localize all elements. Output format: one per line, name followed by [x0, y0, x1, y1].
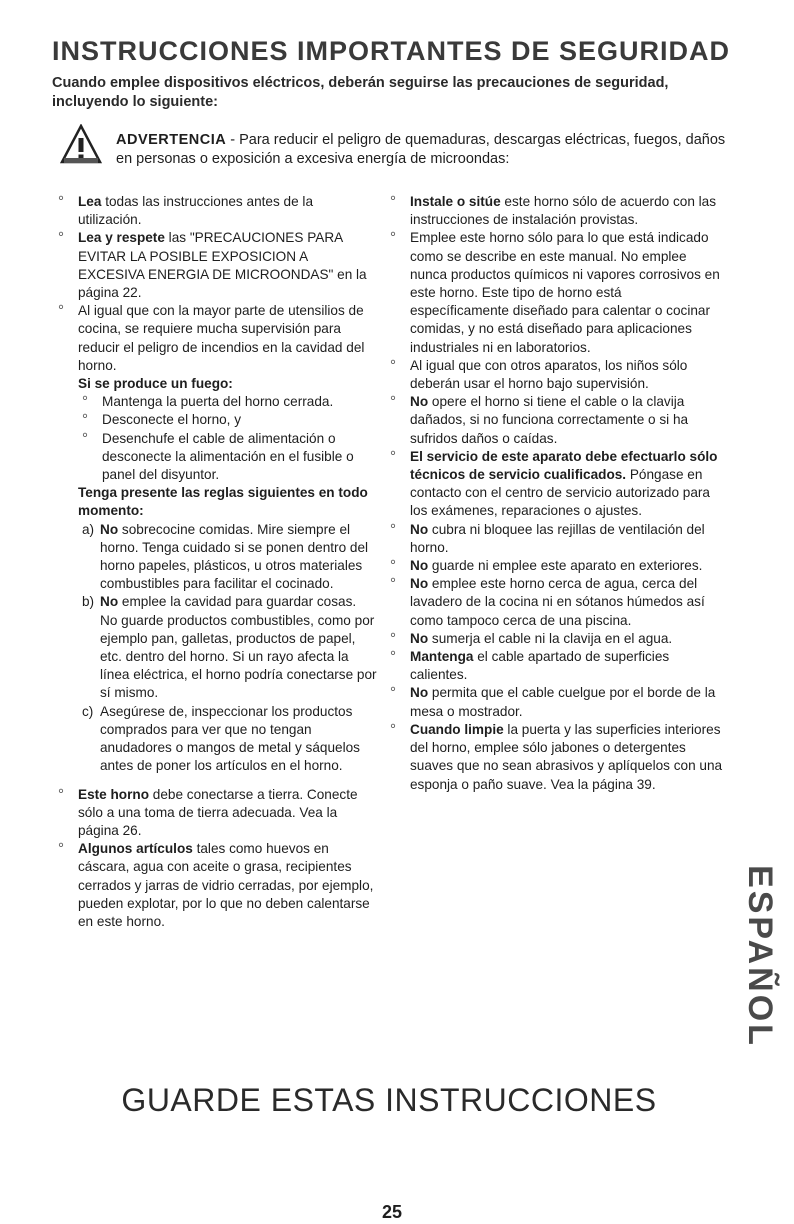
right-column: [384, 193, 724, 794]
rule-label: c): [82, 703, 94, 719]
list-item: [384, 448, 724, 521]
list-item: [52, 229, 377, 302]
sub-list-item: ° Mantenga la puerta del horno cerrada.: [52, 393, 377, 411]
item-text: sobrecocine comidas. Mire siempre el horno. Tenga cuidado si se ponen dentro del horno papeles, plásticos, u otros materiales combustibles para facilitar el cocinado.: [100, 521, 369, 592]
sub-list-item: ° Desenchufe el cable de alimentación o desconecte la alimentación en el fusible o panel del disyuntor.: [52, 430, 377, 485]
list-item: [384, 721, 724, 794]
keyword: No: [410, 558, 429, 574]
item-text: emplee la cavidad para guardar cosas. No guarde productos combustibles, como por ejemplo pan, galletas, productos de papel, etc. dentro del horno. Si un rayo afecta la línea eléctrica, el horno podría conectarse por sí mismo.: [100, 594, 377, 701]
keyword: Cuando limpie: [410, 721, 504, 737]
item-text: todas las instrucciones antes de la utilización.: [78, 194, 314, 228]
list-item: [52, 193, 377, 229]
keyword: Mantenga: [410, 649, 474, 665]
item-text: tales como huevos en cáscara, agua con aceite o grasa, recipientes cerrados y jarras de vidrio cerradas, por ejemplo, pueden explotar, por lo que no deben calentarse en este horno.: [78, 841, 374, 929]
item-text: las "PRECAUCIONES PARA EVITAR LA POSIBLE EXPOSICION A EXCESIVA ENERGIA DE MICROONDAS" en la página 22.: [78, 230, 367, 301]
item-text: sumerja el cable ni la clavija en el agua.: [428, 630, 673, 646]
keyword: No: [100, 594, 119, 610]
item-text: la puerta y las superficies interiores del horno, emplee sólo jabones o detergentes suaves que no sean abrasivos y aplíquelos con una esponja o paño suave. Vea la página 39.: [410, 721, 723, 792]
keyword: No: [410, 521, 429, 537]
item-text: Emplee este horno sólo para lo que está indicado como se describe en este manual. No emplee nunca productos químicos ni vapores corrosivos en este horno. Este tipo de horno está específicamente diseñado para calentar o cocinar comidas, y no está diseñado para aplicaciones industriales ni en laboratorios.: [410, 230, 720, 355]
list-item: [384, 521, 724, 557]
list-item: [384, 193, 724, 229]
intro-text: Cuando emplee dispositivos eléctricos, deberán seguirse las precauciones de seguridad, incluyendo lo siguiente:: [52, 75, 669, 110]
warning-label: ADVERTENCIA: [116, 132, 227, 148]
keyword: No: [410, 394, 429, 410]
language-tab-label: ESPAÑOL: [740, 864, 779, 1048]
warning-body: - Para reducir el peligro de quemaduras, descargas eléctricas, fuegos, daños en personas o exposición a excesiva energía de microondas:: [116, 132, 726, 167]
keyword: No: [100, 521, 119, 537]
keyword: Lea y respete: [78, 230, 165, 246]
list-item: [384, 684, 724, 720]
list-item: [384, 557, 724, 575]
keyword: Algunos artículos: [78, 841, 193, 857]
list-item: [52, 840, 377, 931]
item-text: el cable apartado de superficies calientes.: [410, 649, 670, 683]
item-text: Asegúrese de, inspeccionar los productos comprados para ver que no tengan anudadores o mangos de metal y sáquelos antes de poner los artículos en el horno.: [100, 703, 360, 774]
item-text: cubra ni bloquee las rejillas de ventilación del horno.: [410, 521, 705, 555]
keyword: No: [410, 576, 429, 592]
item-text: emplee este horno cerca de agua, cerca del lavadero de la cocina ni en sótanos húmedos así como tampoco cerca de una piscina.: [410, 576, 705, 628]
list-item: [384, 630, 724, 648]
language-tab: [740, 862, 779, 1050]
item-text: Al igual que con la mayor parte de utensilios de cocina, se requiere mucha supervisión para reducir el peligro de incendios en la cavidad del horno.: [78, 303, 365, 373]
item-text: Al igual que con otros aparatos, los niños sólo deberán usar el horno bajo supervisión.: [410, 357, 688, 392]
item-text: este horno sólo de acuerdo con las instrucciones de instalación provistas.: [410, 194, 717, 228]
item-text: permita que el cable cuelgue por el borde de la mesa o mostrador.: [410, 685, 716, 719]
keyword: No: [410, 685, 429, 701]
footer-title: GUARDE ESTAS INSTRUCCIONES: [121, 1082, 657, 1118]
rule-label: b): [82, 594, 95, 610]
item-text: debe conectarse a tierra. Conecte sólo a una toma de tierra adecuada. Vea la página 26.: [78, 786, 358, 838]
list-item: [384, 648, 724, 684]
keyword: El servicio de este aparato debe efectuarlo sólo técnicos de servicio cualificados.: [410, 448, 718, 483]
warning-paragraph: [116, 131, 726, 169]
rule-label: a): [82, 521, 95, 537]
item-text: guarde ni emplee este aparato en exteriores.: [428, 558, 703, 574]
rules-heading: Tenga presente las reglas siguientes en todo momento:: [78, 485, 368, 519]
list-item: [52, 302, 377, 375]
page-number: 25: [381, 1202, 403, 1222]
list-item: [384, 575, 724, 630]
list-item: [384, 229, 724, 356]
keyword: Instale o sitúe: [410, 194, 501, 209]
list-item: [52, 786, 377, 841]
keyword: Lea: [78, 194, 102, 209]
warning-triangle-icon: [60, 124, 102, 164]
item-text: opere el horno si tiene el cable o la clavija dañados, si no funciona correctamente o si ha sufridos daños o caídas.: [410, 394, 689, 446]
fire-heading: Si se produce un fuego:: [78, 376, 233, 392]
page-title: INSTRUCCIONES IMPORTANTES DE SEGURIDAD: [52, 36, 731, 66]
list-item: [384, 357, 724, 393]
sub-list-item: ° Desconecte el horno, y: [52, 411, 377, 429]
keyword: No: [410, 630, 429, 646]
left-column: [52, 193, 377, 931]
list-item: [384, 393, 724, 448]
rule-item: [52, 593, 377, 702]
item-text: Póngase en contacto con el centro de servicio autorizado para los exámenes, reparaciones o ajustes.: [410, 467, 710, 519]
rule-item: [52, 521, 377, 594]
rule-item: [52, 703, 377, 776]
keyword: Este horno: [78, 786, 149, 802]
